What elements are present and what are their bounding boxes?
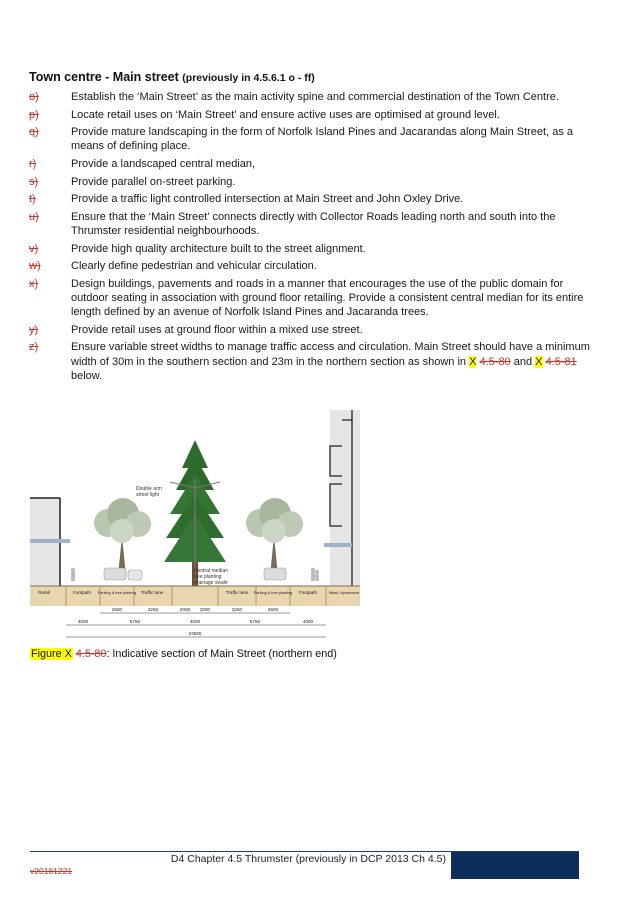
item-marker: t)	[29, 193, 36, 206]
item-text: Provide high quality architecture built to the street alignment.	[71, 242, 366, 255]
ground-band	[30, 586, 360, 606]
zone-label-footpath: Footpath	[298, 590, 318, 595]
median-label-1: Central median	[194, 568, 228, 574]
zone-label-footpath: Footpath	[72, 590, 92, 595]
item-text-tail: below.	[71, 369, 103, 382]
list-item	[29, 340, 594, 383]
item-text: Provide retail uses at ground floor within a mixed use street.	[71, 323, 363, 336]
caption-figure-number: Figure X	[31, 648, 72, 660]
list-item	[29, 125, 594, 153]
item-marker: p)	[29, 108, 39, 121]
dim-bottom: 4000	[302, 619, 314, 624]
median-label-3: drainage swale	[194, 580, 228, 586]
dim-bottom: 4000	[189, 619, 201, 624]
zone-label-traffic: Traffic lane	[225, 590, 249, 595]
zone-label-parking: Parking & tree planting	[97, 591, 137, 595]
item-text: Design buildings, pavements and roads in a manner that encourages the use of the public domain for outdoor seating in association with ground floor retailing. Provide a consistent central median for its entire length defined by an avenue of Norfolk Island Pines and Jacaranda trees.	[71, 277, 584, 319]
list-item	[29, 242, 594, 256]
car-left	[104, 568, 126, 580]
car-left-2	[128, 570, 142, 580]
list-item	[29, 323, 594, 337]
awning-right	[324, 543, 352, 547]
caption-text: : Indicative section of Main Street (northern end)	[106, 648, 337, 660]
item-marker: x)	[29, 277, 39, 290]
item-marker: w)	[29, 260, 41, 273]
figure-ref-new: X	[469, 355, 477, 368]
item-text-main: Ensure variable street widths to manage traffic access and circulation. Main Street should have a minimum width of 30m in the southern section and 23m in the northern section as shown in	[71, 341, 590, 368]
list-item	[29, 157, 594, 171]
item-marker: z)	[29, 341, 39, 354]
item-text: Ensure that the ‘Main Street’ connects directly with Collector Roads leading north and south into the Thrumster residential neighbourhoods.	[71, 210, 556, 237]
item-marker: r)	[29, 157, 37, 170]
item-marker: v)	[29, 242, 39, 255]
dim-top: 3250	[231, 607, 243, 612]
item-text: Locate retail uses on ‘Main Street’ and ensure active uses are optimised at ground level.	[71, 108, 500, 121]
footer-version: v20181221	[30, 866, 73, 876]
zone-label-parking: Parking & tree planting	[253, 591, 293, 595]
dim-top: 2600	[111, 607, 123, 612]
list-item	[29, 277, 594, 320]
item-text: Clearly define pedestrian and vehicular circulation.	[71, 260, 317, 273]
requirements-list	[29, 90, 594, 386]
section-heading	[29, 70, 315, 84]
footer-color-block	[451, 852, 579, 879]
dim-top: 2000	[199, 607, 211, 612]
awning-left	[30, 539, 70, 543]
figure-caption	[30, 648, 337, 660]
list-item	[29, 192, 594, 206]
figure-ref-new: X	[535, 355, 543, 368]
light-label-1: Double arm	[136, 486, 162, 492]
caption-old-number: 4.5-80	[75, 648, 107, 660]
jacaranda-tree-left	[94, 498, 151, 576]
dim-bottom: 5750	[129, 619, 141, 624]
item-text-and: and	[510, 355, 536, 368]
heading-title: Town centre - Main street	[29, 70, 179, 84]
dim-top: 2600	[267, 607, 279, 612]
item-marker: o)	[29, 91, 39, 103]
item-text: Provide mature landscaping in the form of Norfolk Island Pines and Jacarandas along Main Street, as a means of defining place.	[71, 126, 573, 153]
dim-top: 2000	[179, 607, 191, 612]
median-label-2: tree planting	[194, 574, 222, 580]
item-text: Provide parallel on-street parking.	[71, 175, 236, 188]
item-marker: q)	[29, 126, 39, 139]
dim-total: 23500	[188, 631, 202, 636]
dim-bottom: 5750	[249, 619, 261, 624]
figure-ref-old: 4.5-81	[545, 355, 577, 368]
zone-label-retail-apartments: Retail / Apartments	[328, 591, 360, 595]
item-text	[71, 340, 594, 383]
heading-subtitle: (previously in 4.5.6.1 o - ff)	[182, 72, 315, 84]
light-label-2: street light	[136, 492, 160, 498]
item-marker: u)	[29, 210, 39, 223]
apartment-building-right	[330, 410, 360, 586]
list-item	[29, 259, 594, 273]
dim-bottom: 4000	[77, 619, 89, 624]
zone-label-retail: Retail	[38, 590, 50, 595]
footer-title: D4 Chapter 4.5 Thrumster (previously in DCP 2013 Ch 4.5)	[170, 853, 446, 865]
list-item	[29, 108, 594, 122]
item-text: Provide a traffic light controlled intersection at Main Street and John Oxley Drive.	[71, 193, 464, 206]
car-right	[264, 568, 286, 580]
list-item	[29, 175, 594, 189]
figure-ref-old: 4.5-80	[479, 355, 511, 368]
list-item	[29, 90, 594, 104]
dim-top: 3250	[147, 607, 159, 612]
item-marker: s)	[29, 175, 39, 188]
jacaranda-tree-right	[246, 498, 303, 576]
street-section-figure	[30, 410, 360, 646]
item-text: Provide a landscaped central median,	[71, 157, 256, 170]
list-item	[29, 210, 594, 238]
item-marker: y)	[29, 323, 39, 336]
zone-label-traffic: Traffic lane	[140, 590, 164, 595]
item-text: Establish the ‘Main Street’ as the main activity spine and commercial destination of the Town Centre.	[71, 91, 559, 103]
